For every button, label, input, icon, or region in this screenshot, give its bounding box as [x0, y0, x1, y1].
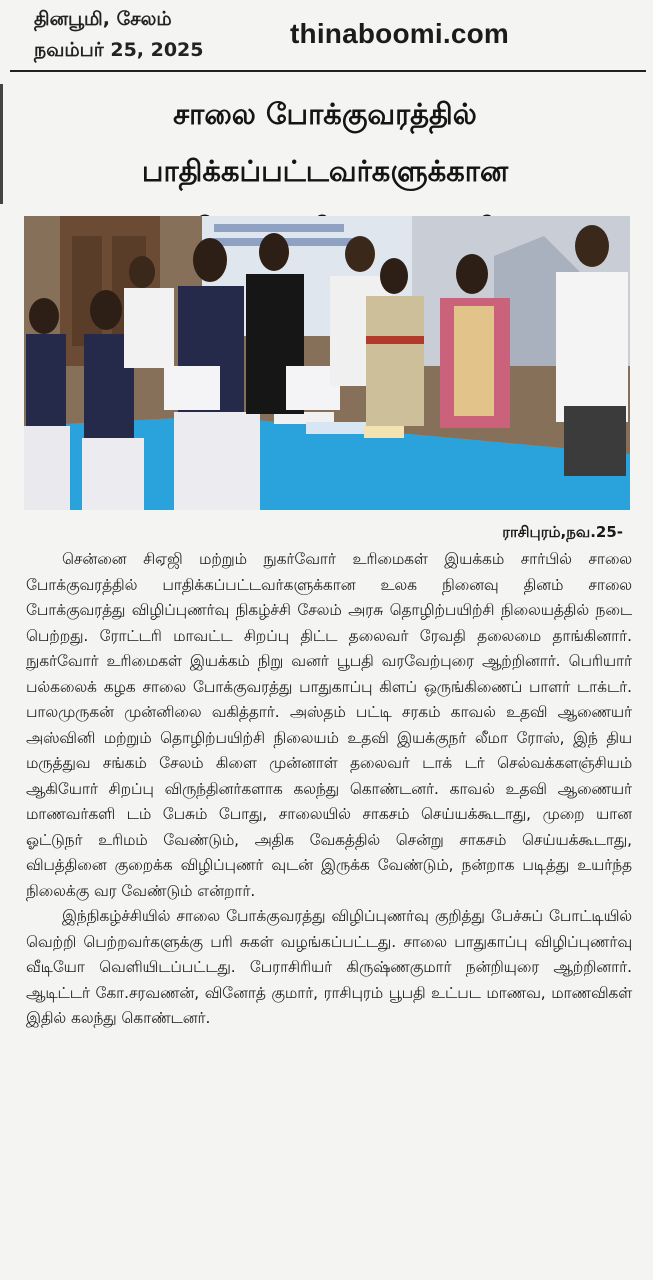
paper-city: தினபூமி, சேலம் [34, 8, 172, 30]
masthead [0, 0, 653, 70]
event-photo [24, 216, 630, 510]
dateline: ராசிபுரம்,நவ.25- [502, 523, 623, 541]
headline-line-1: சாலை போக்குவரத்தில் பாதிக்கப்பட்டவர்களுக்கான [141, 97, 509, 188]
event-photo-illustration [24, 216, 630, 510]
article-body [26, 547, 632, 1032]
publication-date: நவம்பர் 25, 2025 [34, 39, 204, 61]
paragraph-1: சென்னை சிஏஜி மற்றும் நுகர்வோர் உரிமைகள் இயக்கம் சார்பில் சாலை போக்குவரத்தில் பாதிக்கப்பட்டவர்களுக்கான உலக நினைவு தினம் சாலை போக்குவரத்து விழிப்புணர்வு நிகழ்ச்சி சேலம் அரசு தொழிற்பயிற்சி நிலையத்தில் நடை பெற்றது. ரோட்டரி மாவட்ட சிறப்பு திட்ட தலைவர் ரேவதி தலைமை தாங்கினார். நுகர்வோர் உரிமைகள் இயக்கம் நிறு வனர் பூபதி வரவேற்புரை ஆற்றினார். பெரியார் பல்கலைக் கழக சாலை போக்குவரத்து பாதுகாப்பு கிளப் ஒருங்கிணைப் பாளர் டாக்டர். பாலமுருகன் முன்னிலை வகித்தார். அஸ்தம் பட்டி சரகம் காவல் உதவி ஆணையர் அஸ்வினி மற்றும் தொழிற்பயிற்சி நிலையம் உதவி இயக்குநர் லீமா ரோஸ், இந் திய மருத்துவ சங்கம் சேலம் கிளை முன்னாள் தலைவர் டாக் டர் செல்வக்களஞ்சியம் ஆகியோர் சிறப்பு விருந்தினர்களாக கலந்து கொண்டனர். காவல் உதவி ஆணையர் மாணவர்களி டம் பேசும் போது, சாலையில் சாகசம் செய்யக்கூடாது, முறை யான ஓட்டுநர் உரிமம் வேண்டும், அதிக வேகத்தில் சென்று சாகசம் செய்யக்கூடாது, விபத்தினை குறைக்க விழிப்புணர் வுடன் இருக்க வேண்டும், நன்றாக படித்து உயர்ந்த நிலைக்கு வர வேண்டும் என்றார். [26, 550, 632, 900]
site-name: thinaboomi.com [290, 18, 510, 49]
column-marker [0, 84, 3, 204]
paragraph-2: இந்நிகழ்ச்சியில் சாலை போக்குவரத்து விழிப்புணர்வு குறித்து பேச்சுப் போட்டியில் வெற்றி பெற்றவர்களுக்கு பரி சுகள் வழங்கப்பட்டது. சாலை பாதுகாப்பு விழிப்புணர்வு வீடியோ வெளியிடப்பட்டது. பேராசிரியர் கிருஷ்ணகுமார் நன்றியுரை ஆற்றினார். ஆடிட்டர் கோ.சரவணன், வினோத் குமார், ராசிபுரம் பூபதி உட்பட மாணவ, மாணவிகள் இதில் கலந்து கொண்டனர். [26, 907, 632, 1027]
masthead-left [34, 4, 204, 66]
masthead-rule [10, 70, 646, 72]
